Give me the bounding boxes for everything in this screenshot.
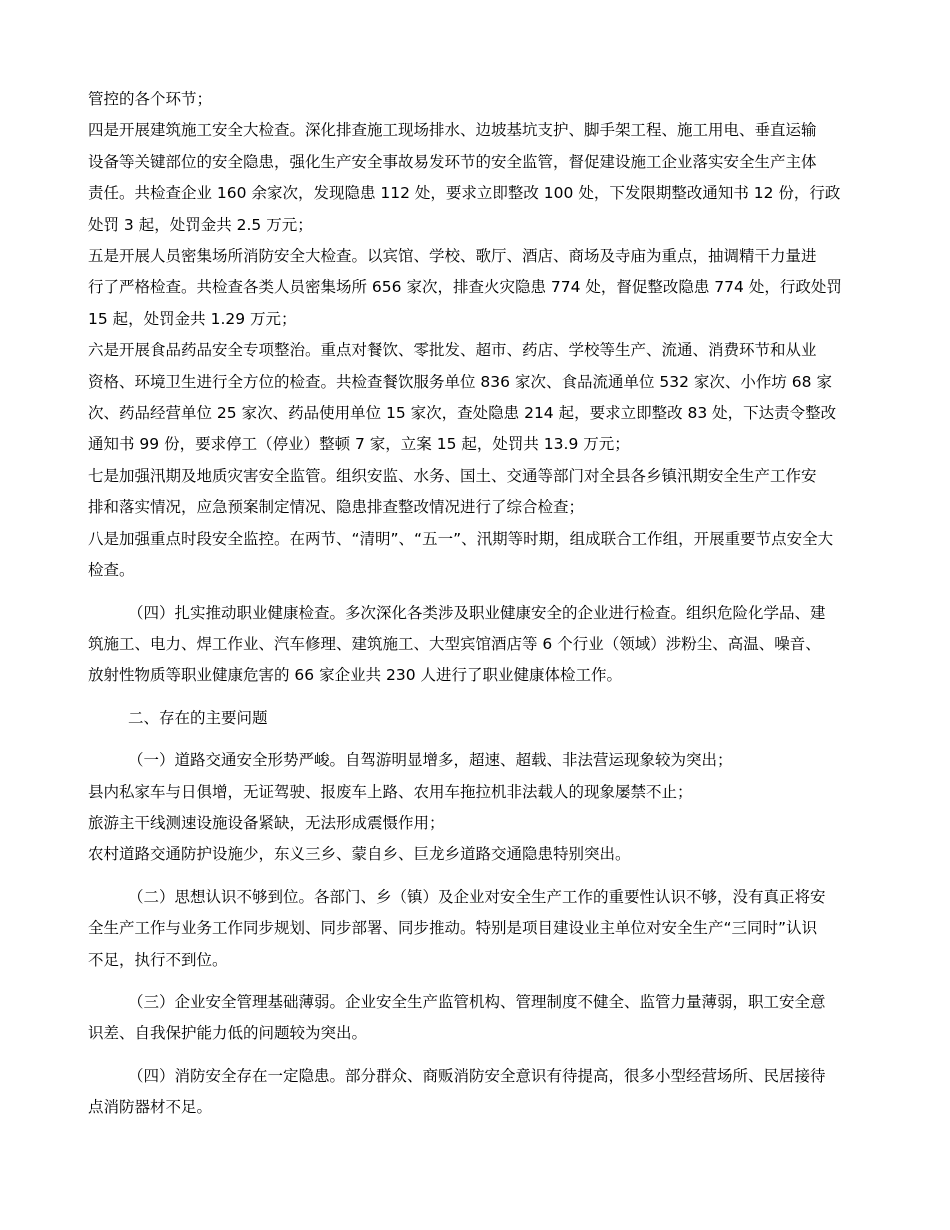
- document-page: [88, 84, 863, 1124]
- paragraph-first-line: （四）扎实推动职业健康检查。多次深化各类涉及职业健康安全的企业进行检查。组织危险化学品、建: [128, 603, 826, 622]
- text-line: 五是开展人员密集场所消防安全大检查。以宾馆、学校、歌厅、酒店、商场及寺庙为重点，抽调精干力量进: [88, 247, 817, 266]
- text-line: 资格、环境卫生进行全方位的检查。共检查餐饮服务单位 836 家次、食品流通单位 532 家次、小作坊 68 家: [88, 372, 832, 391]
- section-heading: 二、存在的主要问题: [128, 708, 268, 727]
- problem-fire-safety: [88, 1061, 863, 1124]
- text-line: 筑施工、电力、焊工作业、汽车修理、建筑施工、大型宾馆酒店等 6 个行业（领域）涉粉尘、高温、噪音、: [88, 634, 821, 653]
- text-line: 四是开展建筑施工安全大检查。深化排查施工现场排水、边坡基坑支护、脚手架工程、施工用电、垂直运输: [88, 121, 817, 140]
- problem-road-traffic: [88, 745, 863, 871]
- paragraph-first-line: （一）道路交通安全形势严峻。自驾游明显增多，超速、超载、非法营运现象较为突出；: [128, 751, 733, 770]
- text-line: 放射性物质等职业健康危害的 66 家企业共 230 人进行了职业健康体检工作。: [88, 666, 623, 685]
- text-line: 次、药品经营单位 25 家次、药品使用单位 15 家次，查处隐患 214 起，要求立即整改 83 处，下达责令整改: [88, 404, 837, 423]
- text-line: 通知书 99 份，要求停工（停业）整顿 7 家，立案 15 起，处罚共 13.9 万元；: [88, 435, 630, 454]
- text-line: 七是加强汛期及地质灾害安全监管。组织安监、水务、国土、交通等部门对全县各乡镇汛期安全生产工作安: [88, 466, 817, 485]
- text-line: 六是开展食品药品安全专项整治。重点对餐饮、零批发、超市、药店、学校等生产、流通、消费环节和从业: [88, 341, 817, 360]
- text-line: 全生产工作与业务工作同步规划、同步部署、同步推动。特别是项目建设业主单位对安全生产“三同时”认识: [88, 919, 818, 938]
- section-occupational-health: [88, 598, 863, 692]
- paragraph-first-line: （二）思想认识不够到位。各部门、乡（镇）及企业对安全生产工作的重要性认识不够，没有真正将安: [128, 887, 826, 906]
- section-heading-problems: [88, 703, 863, 734]
- text-line: 农村道路交通防护设施少，东义三乡、蒙自乡、巨龙乡道路交通隐患特别突出。: [88, 845, 631, 864]
- text-line: 县内私家车与日俱增，无证驾驶、报废车上路、农用车拖拉机非法载人的现象屡禁不止；: [88, 782, 693, 801]
- problem-awareness: [88, 882, 863, 976]
- text-line: 设备等关键部位的安全隐患，强化生产安全事故易发环节的安全监管，督促建设施工企业落实安全生产主体: [88, 152, 817, 171]
- text-line: 责任。共检查企业 160 余家次，发现隐患 112 处，要求立即整改 100 处，下发限期整改通知书 12 份，行政: [88, 184, 841, 203]
- text-line: 15 起，处罚金共 1.29 万元；: [88, 309, 297, 328]
- text-line: 检查。: [88, 561, 135, 580]
- text-line: 旅游主干线测速设施设备紧缺，无法形成震慑作用；: [88, 813, 445, 832]
- paragraph-first-line: （三）企业安全管理基础薄弱。企业安全生产监管机构、管理制度不健全、监管力量薄弱，职工安全意: [128, 992, 826, 1011]
- section-inspection-list: [88, 84, 863, 587]
- text-line: 点消防器材不足。: [88, 1098, 213, 1117]
- text-line: 八是加强重点时段安全监控。在两节、“清明”、“五一”、汛期等时期，组成联合工作组，开展重要节点安全大: [88, 529, 834, 548]
- text-line: 行了严格检查。共检查各类人员密集场所 656 家次，排查火灾隐患 774 处，督促整改隐患 774 处，行政处罚: [88, 278, 842, 297]
- text-line: 不足，执行不到位。: [88, 950, 228, 969]
- text-line: 管控的各个环节；: [88, 90, 213, 108]
- problem-enterprise-management: [88, 987, 863, 1050]
- text-line: 识差、自我保护能力低的问题较为突出。: [88, 1024, 368, 1043]
- paragraph-first-line: （四）消防安全存在一定隐患。部分群众、商贩消防安全意识有待提高，很多小型经营场所、民居接待: [128, 1066, 826, 1085]
- text-line: 排和落实情况，应急预案制定情况、隐患排查整改情况进行了综合检查；: [88, 498, 585, 517]
- text-line: 处罚 3 起，处罚金共 2.5 万元；: [88, 215, 313, 234]
